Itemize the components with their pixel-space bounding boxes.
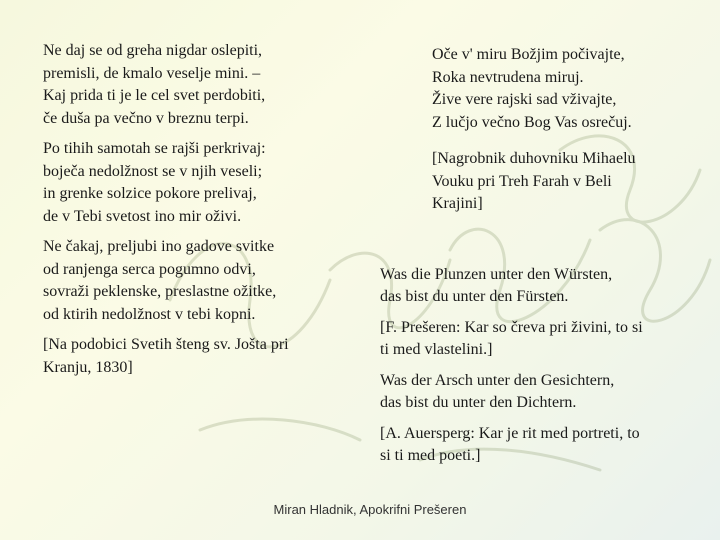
right-column	[380, 44, 712, 468]
poem-stanza-3: Ne čakaj, preljubi ino gadove svitke od ranjenga serca pogumno odvi, sovraži peklenske, preslastne ožitke, od ktirih nedolžnost v tebi kopni.	[43, 238, 277, 323]
poem-stanza-2: Po tihih samotah se rajši perkrivaj: boječa nedolžnost se v njih veseli; in grenke solzice pokore prelivaj, de v Tebi svetost ino mir oživi.	[43, 140, 266, 225]
poem-stanza-1: Ne daj se od greha nigdar oslepiti, premisli, de kmalo veselje mini. – Kaj prida ti je le cel svet perdobiti, če duša pa večno v breznu terpi.	[43, 42, 266, 127]
left-column	[43, 40, 363, 379]
epitaph-stanza: Oče v' miru Božjim počivajte, Roka nevtrudena miruj. Žive vere rajski sad vživajte, Z lučjo večno Bog Vas osrečuj.	[432, 46, 632, 131]
german-quote-2: Was der Arsch unter den Gesichtern, das bist du unter den Dichtern.	[380, 371, 615, 411]
german-quote-1: Was die Plunzen unter den Würsten, das bist du unter den Fürsten.	[380, 265, 613, 305]
poem-source-note: [Na podobici Svetih šteng sv. Jošta pri Kranju, 1830]	[43, 336, 289, 376]
quote-2-translation: [A. Auersperg: Kar je rit med portreti, to si ti med poeti.]	[380, 424, 640, 464]
slide-footer: Miran Hladnik, Apokrifni Prešeren	[273, 502, 467, 517]
epitaph-source-note: [Nagrobnik duhovniku Mihaelu Vouku pri Treh Farah v Beli Krajini]	[432, 150, 636, 212]
quote-1-translation: [F. Prešeren: Kar so čreva pri živini, to si ti med vlastelini.]	[380, 318, 643, 358]
